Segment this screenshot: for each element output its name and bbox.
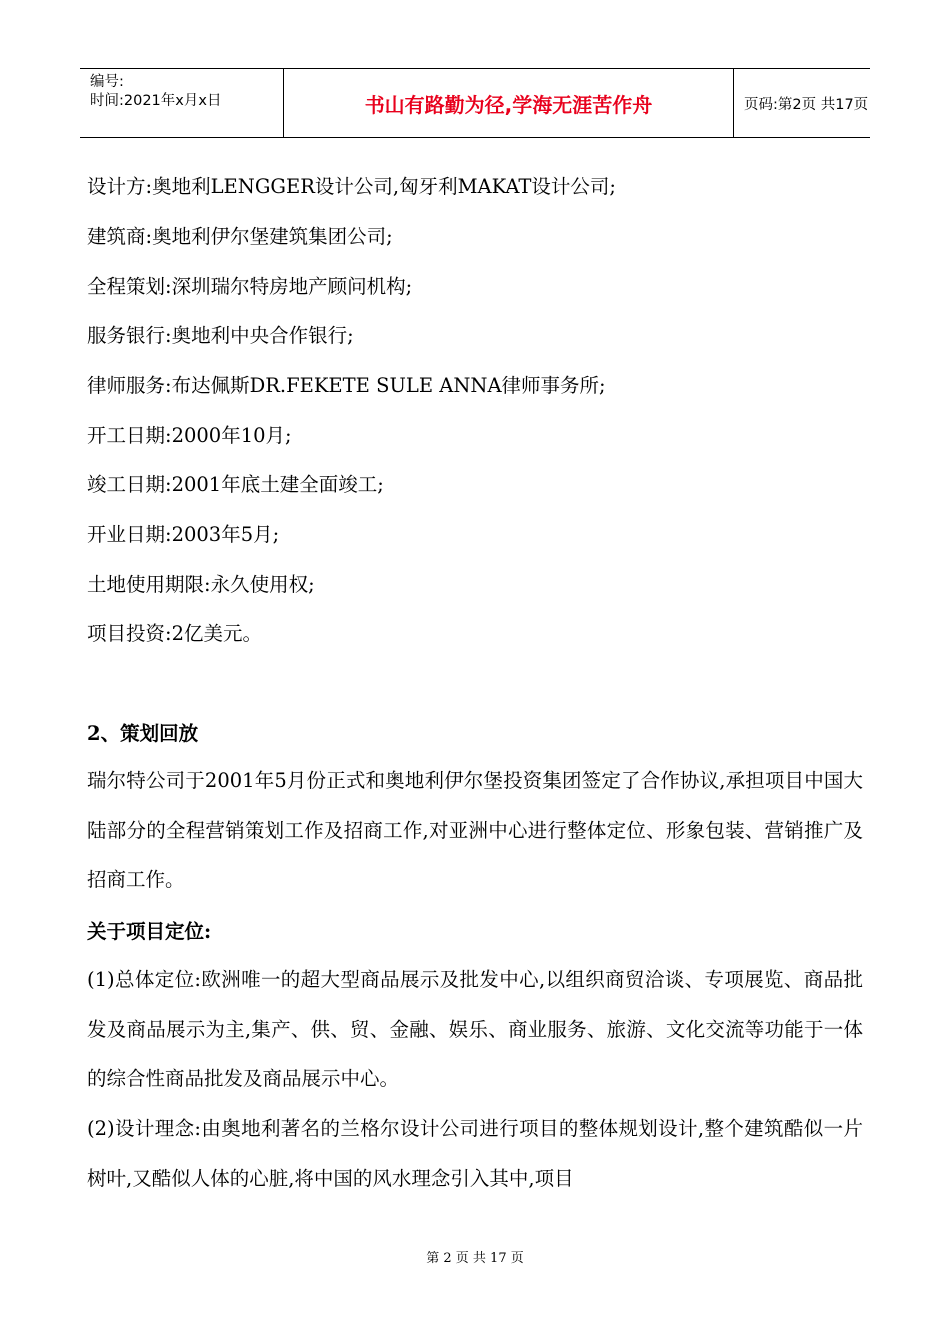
info-line-bank: 服务银行:奥地利中央合作银行; — [87, 324, 354, 347]
info-line-builder: 建筑商:奥地利伊尔堡建筑集团公司; — [87, 225, 393, 248]
positioning-subheading: 关于项目定位: — [87, 920, 212, 943]
positioning-point-2: (2)设计理念:由奥地利著名的兰格尔设计公司进行项目的整体规划设计,整个建筑酷似一片树叶,又酷似人体的心脏,将中国的风水理念引入其中,项目 — [87, 1117, 863, 1190]
document-number-label: 编号: — [90, 74, 124, 90]
header-page-label: 页码:第2页 共17页 — [744, 96, 869, 113]
info-line-start-date: 开工日期:2000年10月; — [87, 424, 292, 447]
section-heading: 2、策划回放 — [87, 722, 199, 745]
header-motto: 书山有路勤为径,学海无涯苦作舟 — [283, 69, 734, 137]
info-line-land-term: 土地使用期限:永久使用权; — [87, 573, 315, 596]
info-line-planner: 全程策划:深圳瑞尔特房地产顾问机构; — [87, 275, 413, 298]
section-intro-paragraph: 瑞尔特公司于2001年5月份正式和奥地利伊尔堡投资集团签定了合作协议,承担项目中国大陆部分的全程营销策划工作及招商工作,对亚洲中心进行整体定位、形象包装、营销推广及招商工作。 — [87, 769, 863, 891]
info-line-lawyer: 律师服务:布达佩斯DR.FEKETE SULE ANNA律师事务所; — [87, 374, 606, 397]
document-date-label: 时间:2021年x月x日 — [90, 93, 222, 109]
page-footer: 第 2 页 共 17 页 — [426, 1251, 524, 1266]
positioning-point-1: (1)总体定位:欧洲唯一的超大型商品展示及批发中心,以组织商贸洽谈、专项展览、商品批发及商品展示为主,集产、供、贸、金融、娱乐、商业服务、旅游、文化交流等功能于一体的综合性商品批发及商品展示中心。 — [87, 968, 863, 1090]
info-line-investment: 项目投资:2亿美元。 — [87, 622, 262, 645]
info-line-opening-date: 开业日期:2003年5月; — [87, 523, 280, 546]
info-line-designer: 设计方:奥地利LENGGER设计公司,匈牙利MAKAT设计公司; — [87, 175, 617, 198]
page-header — [80, 68, 870, 138]
info-line-completion-date: 竣工日期:2001年底土建全面竣工; — [87, 473, 384, 496]
header-left-cell — [80, 69, 283, 137]
